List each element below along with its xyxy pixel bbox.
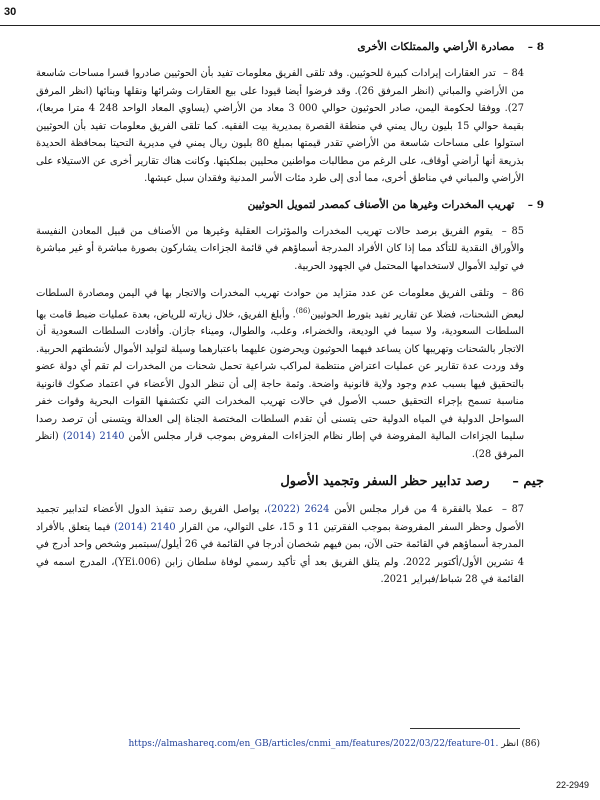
paragraph-text: وتلقى الفريق معلومات عن عدد متزايد من حوادث تهريب المخدرات والاتجار بها في اليمن ومصادرة السلطات لبعض الشحنات، فضلا عن تقارير تفيد بتورط الحوثيين	[36, 288, 524, 320]
section-heading-9	[36, 198, 544, 213]
paragraph-85	[36, 223, 524, 276]
page-number: 30	[4, 6, 17, 18]
document-code: 22-2949	[556, 780, 590, 790]
footnote-url[interactable]: https://almashareq.com/en_GB/articles/cnmi_am/features/2022/03/22/feature-01.	[128, 739, 499, 749]
header-rule	[0, 25, 600, 26]
paragraph-number: 85 –	[501, 225, 524, 237]
footnote-label: انظر	[501, 739, 519, 749]
footnote	[60, 738, 540, 751]
paragraph-text: ، يواصل الفريق رصد تنفيذ الدول الأعضاء لتدابير تجميد الأصول وحظر السفر المفروضة بموجب الفقرتين 11 و 15، على التوالي، من القرار	[36, 504, 524, 533]
section-heading-8	[36, 40, 544, 55]
section-title: تهريب المخدرات وغيرها من الأصناف كمصدر لتمويل الحوثيين	[247, 198, 515, 211]
section-number: 9 –	[527, 198, 544, 211]
paragraph-87	[36, 501, 524, 589]
paragraph-text: فيما يتعلق بالأفراد المدرجة أسماؤهم في القائمة حتى الآن، بمن فيهم شخصان أدرجا في القائمة في 26 أيلول/سبتمبر وشخص واحد أدرج في 4 تشرين الأول/أكتوبر 2022. ولم يتلق الفريق بعد أي تأكيد رسمي لوفاة سلطان زابن (YEi.006)، المدرج اسمه في القائمة في 28 شباط/فبراير 2021.	[36, 521, 525, 586]
paragraph-number: 86 –	[502, 288, 524, 299]
footnote-number: (86)	[521, 739, 540, 749]
paragraph-text: (انظر المرفق 28).	[36, 431, 524, 460]
resolution-link[interactable]: 2624 (2022)	[267, 504, 330, 516]
section-number: 8 –	[527, 41, 544, 53]
section-title: رصد تدابير حظر السفر وتجميد الأصول	[280, 474, 490, 490]
document-body	[36, 40, 544, 599]
section-title: مصادرة الأراضي والممتلكات الأخرى	[357, 41, 515, 53]
paragraph-number: 87 –	[502, 504, 525, 516]
paragraph-text: تدر العقارات إيرادات كبيرة للحوثيين. وقد تلقى الفريق معلومات تفيد بأن الحوثيين صادروا قسرا مساحات شاسعة من الأراضي والمباني (انظر المرفق 26). وقد فرضوا أيضا قيودا على بيع العقارات وشرائها ونقلها وبنائها (انظر المرفق 27). ووفقا لحكومة اليمن، صادر الحوثيون حوالي 000 3 معاد من الأراضي (يساوي المعاد الواحد 248 4 مترا مربعا)، بقيمة حوالي 15 بليون ريال يمني في منطقة القصرة بمديرية بيت الفقيه. كما تلقى الفريق معلومات تفيد بأن الحوثيين استولوا على مساحات شاسعة من الأراضي تقدر قيمتها بمبلغ 80 بليون ريال يمني في مديرية التحيتا بمحافظة الحديدة بذريعة أنها أراضي أوقاف، على الرغم من مطالبات مواطنين محليين بملكيتها. وكانت هناك تقارير أخرى عن الاستيلاء على الأراضي والمباني في مناطق أخرى، مما أدى إلى طرد مئات الأسر المدنية وفقدان سبل عيشها.	[36, 68, 525, 184]
paragraph-84	[36, 65, 524, 188]
paragraph-86	[36, 285, 524, 463]
footnote-ref[interactable]: (86)	[295, 306, 311, 315]
paragraph-text: . وأبلغ الفريق، خلال زيارته للرياض، بعدة عمليات ضبط قامت بها السلطات السعودية، ولا سيما في الوديعة، والخضراء، وعلب، والطوال، وميناء جازان. وأفادت السلطات السعودية أن الاتجار بالشحنات وتهريبها كان يساعد فيهما الحوثيون ويحرضون عليهما باعتبارهما وسيلة لتوليد الأموال لأنشطتهم الحربية. وقد وردت عدة تقارير عن عمليات اعتراض منتظمة لمراكب شراعية تحمل شحنات من المخدرات لم تقم أي دولة عضو بالتحقيق فيها بسبب عدم وجود ولاية قانونية واضحة. وثمة حاجة إلى أن تنظر الدول الأعضاء في اعتماد صكوك قانونية مناسبة تسمح بإجراء التحقيق حسب الأصول في حالات تهريب المخدرات التي تكتشفها القوات البحرية وقوات خفر السواحل الدولية في المياه الدولية حتى يتسنى أن تقدم السلطات المختصة الجناة إلى العدالة ويتسنى أن ترصد رصدا سليما الجزاءات المالية المفروضة في إطار نظام الجزاءات المفروض بموجب قرار مجلس الأمن	[36, 308, 524, 443]
paragraph-text: يقوم الفريق برصد حالات تهريب المخدرات والمؤثرات العقلية وغيرها من الأصناف من قبيل المعادن النفيسة والأوراق النقدية للتأكد مما إذا كان الأفراد المدرجة أسماؤهم في قائمة الجزاءات يشاركون بصورة مباشرة أو غير مباشرة في توليد الأموال لاستخدامها المحتمل في الجهود الحربية.	[36, 225, 524, 272]
resolution-link[interactable]: 2140 (2014)	[114, 521, 176, 533]
major-heading-c	[36, 473, 544, 491]
footnote-rule	[410, 728, 520, 729]
paragraph-text: عملا بالفقرة 4 من قرار مجلس الأمن	[329, 504, 494, 516]
section-number: جيم –	[512, 474, 544, 490]
resolution-link[interactable]: 2140 (2014)	[62, 431, 125, 443]
paragraph-number: 84 –	[503, 68, 524, 79]
